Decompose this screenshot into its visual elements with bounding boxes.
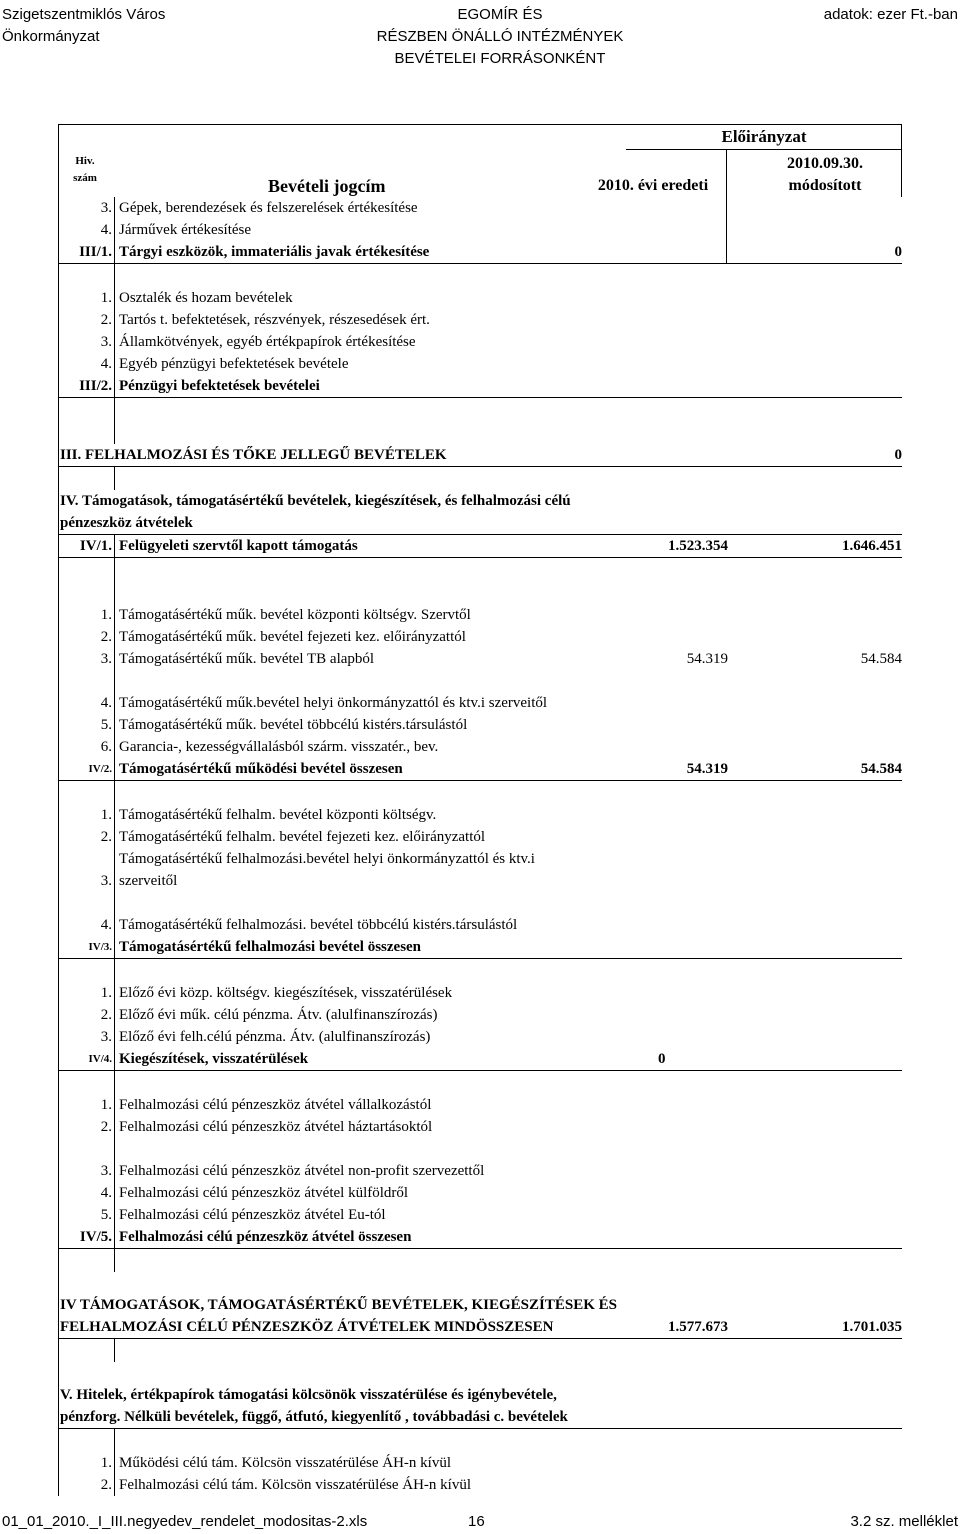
section-heading: V. Hitelek, értékpapírok támogatási kölcsönök visszatérülése és igénybevétele, pénzforg. Nélküli bevételek, függő, átfutó, kiegyenlítő , továbbadási c. bevételek [60,1387,568,1425]
gridline [114,714,115,736]
row-label: Tartós t. befektetések, részvények, részesedések ért. [119,312,430,328]
gridline [114,535,115,557]
row-number: 2. [100,829,112,845]
gridline [58,1182,59,1204]
row-number: 4. [100,1185,112,1201]
table-row [58,1071,902,1094]
gridline [114,804,115,826]
table-row [58,444,902,467]
gridline [58,309,59,331]
row-number: 1. [100,1097,112,1113]
table-row [58,892,902,936]
table-row [58,490,902,535]
row-number: 1. [100,807,112,823]
gridline [114,467,115,490]
hiv-header-line1: Hiv. [75,155,95,167]
gridline [114,604,115,626]
hiv-header-line2: szám [73,172,97,184]
gridline [114,1004,115,1026]
row-number: III/1. [79,244,112,260]
table-row [58,1116,902,1138]
table-row [58,287,902,309]
gridline [114,375,115,397]
gridline [58,1429,59,1452]
table-row [58,848,902,892]
row-label: Felhalmozási célú pénzeszköz átvétel háztartásoktól [119,1119,433,1135]
gridline [114,1094,115,1116]
section-heading: III. FELHALMOZÁSI ÉS TŐKE JELLEGŰ BEVÉTELEK [60,447,447,463]
table-row [58,736,902,758]
row-number: 3. [100,334,112,350]
table-body [58,197,902,1496]
table-row [58,1452,902,1474]
hiv-header [58,153,112,187]
table-row [58,1429,902,1452]
row-number: 1. [100,985,112,1001]
gridline [58,490,59,534]
table-row [58,241,902,264]
table-row [58,558,902,581]
gridline [114,1182,115,1204]
table-row [58,331,902,353]
row-label: Támogatásértékű felhalmozási. bevétel többcélú kistérs.társulástól [119,917,518,933]
row-number: 3. [100,651,112,667]
table-row [58,959,902,982]
original-column-header: 2010. évi eredeti [597,177,709,194]
gridline [114,421,115,444]
row-number: 3. [100,1029,112,1045]
row-label: Támogatásértékű működési bevétel összesen [119,761,403,777]
gridline [114,287,115,309]
gridline [58,1048,59,1070]
modified-value: 0 [894,447,902,463]
gridline [114,626,115,648]
table-row [58,1004,902,1026]
gridline [114,1474,115,1496]
row-label: Felhalmozási célú pénzeszköz átvétel non-profit szervezettől [119,1163,485,1179]
gridline [726,241,727,263]
gridline [114,1048,115,1070]
original-value: 54.319 [686,761,728,777]
table-row [58,264,902,287]
row-label: Tárgyi eszközök, immateriális javak értékesítése [119,244,430,260]
row-number: 1. [100,607,112,623]
row-number: 2. [100,312,112,328]
row-number: 3. [100,873,112,889]
gridline [114,309,115,331]
gridline [114,936,115,958]
gridline [58,421,59,444]
gridline [114,1204,115,1226]
gridline [114,264,115,287]
table-row [58,1204,902,1226]
gridline [114,1339,115,1362]
gridline [114,241,115,263]
row-number: 2. [100,629,112,645]
gridline [726,149,727,197]
gridline [58,1071,59,1094]
row-number: 5. [100,717,112,733]
row-label: Támogatásértékű felhalmozási bevétel összesen [119,939,422,955]
row-label: Felhalmozási célú pénzeszköz átvétel összesen [119,1229,412,1245]
row-label: Garancia-, kezességvállalásból szárm. visszatér., bev. [119,739,439,755]
gridline [58,219,59,241]
gridline [114,1071,115,1094]
row-label: Támogatásértékű műk.bevétel helyi önkormányzattól és ktv.i szerveitől [119,695,548,711]
row-label: Támogatásértékű műk. bevétel TB alapból [119,651,375,667]
row-label: Előző évi felh.célú pénzma. Átv. (alulfinanszírozás) [119,1029,431,1045]
table-row [58,804,902,826]
gridline [114,1429,115,1452]
row-label: Egyéb pénzügyi befektetések bevétele [119,356,349,372]
gridline [58,331,59,353]
modified-value: 1.701.035 [842,1319,902,1335]
row-number: IV/3. [88,941,112,953]
row-number: 2. [100,1007,112,1023]
gridline [58,714,59,736]
modified-header-line2: módosított [788,177,862,194]
table-row [58,936,902,959]
gridline [114,1026,115,1048]
header-left [2,4,165,48]
table-row [58,781,902,804]
table-row [58,1474,902,1496]
gridline [58,264,59,287]
gridline [58,287,59,309]
row-label: Felügyeleti szervtől kapott támogatás [119,538,358,554]
table-row [58,1339,902,1362]
footer-annex: 3.2 sz. melléklet [850,1513,958,1530]
table-row [58,1094,902,1116]
gridline [58,604,59,626]
gridline [58,1116,59,1138]
row-number: IV/4. [88,1053,112,1065]
table-row [58,626,902,648]
table-row [58,421,902,444]
row-label: Előző évi műk. célú pénzma. Átv. (alulfinanszírozás) [119,1007,438,1023]
gridline [58,1138,59,1182]
report-title-2: RÉSZBEN ÖNÁLLÓ INTÉZMÉNYEK [376,28,624,45]
table-row [58,714,902,736]
gridline [58,804,59,826]
gridline [114,1249,115,1272]
gridline [58,558,59,581]
table-row [58,581,902,604]
modified-value: 1.646.451 [842,538,902,554]
gridline [58,1226,59,1248]
gridline [58,1004,59,1026]
gridline [58,1249,59,1272]
original-value: 0 [658,1051,666,1067]
table-row [58,648,902,670]
gridline [58,398,59,421]
row-number: 4. [100,222,112,238]
header-center [338,4,662,70]
table-row [58,1362,902,1429]
gridline [58,626,59,648]
report-title-3: BEVÉTELEI FORRÁSONKÉNT [394,50,606,67]
row-label: Felhalmozási célú pénzeszköz átvétel Eu-tól [119,1207,386,1223]
gridline [114,197,115,219]
gridline [114,558,115,581]
forecast-group-header: Előirányzat [721,127,807,146]
row-number: 3. [100,200,112,216]
table-row [58,604,902,626]
row-number: 3. [100,1163,112,1179]
table-row [58,1048,902,1071]
gridline [114,826,115,848]
row-label: Felhalmozási célú pénzeszköz átvétel külföldről [119,1185,409,1201]
table-row [58,670,902,714]
municipality-name: Szigetszentmiklós Város [2,6,166,23]
row-number: 5. [100,1207,112,1223]
gridline [58,982,59,1004]
original-value: 54.319 [686,651,728,667]
table-row [58,1138,902,1182]
gridline [58,826,59,848]
row-number: 6. [100,739,112,755]
gridline [58,1339,59,1362]
gridline [114,353,115,375]
gridline [726,219,727,241]
report-title-1: EGOMÍR ÉS [457,6,543,23]
gridline [114,781,115,804]
gridline [58,936,59,958]
row-label: Támogatásértékű műk. bevétel többcélú kistérs.társulástól [119,717,468,733]
row-label: Pénzügyi befektetések bevételei [119,378,320,394]
table-row [58,398,902,421]
gridline [114,219,115,241]
row-label: Működési célú tám. Kölcsön visszatérülése ÁH-n kívül [119,1455,452,1471]
gridline [114,848,115,892]
section-heading: IV TÁMOGATÁSOK, TÁMOGATÁSÉRTÉKŰ BEVÉTELEK, KIEGÉSZÍTÉSEK ÉS FELHALMOZÁSI CÉLÚ PÉNZESZKÖZ ÁTVÉTELEK MINDÖSSZESEN [60,1297,617,1335]
gridline [114,648,115,670]
gridline [58,535,59,557]
gridline [58,1474,59,1496]
row-number: III/2. [79,378,112,394]
gridline [114,892,115,936]
header-right: adatok: ezer Ft.-ban [823,6,958,23]
row-number: IV/1. [79,538,112,554]
modified-column-header [748,153,902,197]
modified-value: 54.584 [860,651,902,667]
table-row [58,375,902,398]
original-value: 1.523.354 [668,538,728,554]
modified-value: 0 [894,244,902,260]
gridline [58,581,59,604]
gridline [114,758,115,780]
gridline [58,670,59,714]
gridline [114,670,115,714]
row-label: Támogatásértékű műk. bevétel fejezeti kez. előirányzattól [119,629,466,645]
row-label: Kiegészítések, visszatérülések [119,1051,309,1067]
gridline [58,892,59,936]
row-number: IV/2. [88,763,112,775]
table-row [58,758,902,781]
gridline [114,1452,115,1474]
row-label: Előző évi közp. költségv. kiegészítések, visszatérülések [119,985,453,1001]
gridline [58,1026,59,1048]
municipality-type: Önkormányzat [2,28,100,45]
gridline [58,1272,59,1338]
table-row [58,309,902,331]
row-number: 1. [100,290,112,306]
revenue-table [58,124,902,1496]
row-number: 2. [100,1119,112,1135]
table-row [58,1182,902,1204]
row-label: Járművek értékesítése [119,222,252,238]
row-label: Osztalék és hozam bevételek [119,290,293,306]
gridline [58,758,59,780]
gridline [58,353,59,375]
group-underline [626,149,902,150]
gridline [726,197,727,219]
table-row [58,1226,902,1249]
gridline [58,197,59,219]
row-label: Gépek, berendezések és felszerelések értékesítése [119,200,418,216]
table-row [58,1026,902,1048]
row-label: Felhalmozási célú pénzeszköz átvétel vállalkozástól [119,1097,432,1113]
row-number: 2. [100,1477,112,1493]
gridline [58,1204,59,1226]
row-label: Támogatásértékű felhalmozási.bevétel helyi önkormányzattól és ktv.i szerveitől [119,851,535,889]
gridline [58,781,59,804]
gridline [58,241,59,263]
row-number: 4. [100,917,112,933]
gridline [114,331,115,353]
section-heading: IV. Támogatások, támogatásértékű bevételek, kiegészítések, és felhalmozási célú pénzeszköz átvételek [60,493,571,531]
gridline [114,581,115,604]
gridline [114,1116,115,1138]
row-label: Támogatásértékű műk. bevétel központi költségv. Szervtől [119,607,471,623]
row-label: Felhalmozási célú tám. Kölcsön visszatérülése ÁH-n kívül [119,1477,471,1493]
table-row [58,1249,902,1272]
row-number: 4. [100,695,112,711]
gridline [58,444,59,466]
gridline [114,982,115,1004]
title-column-header: Bevételi jogcím [268,176,386,196]
table-header [58,124,902,197]
footer-page-number: 16 [468,1513,485,1530]
table-row [58,219,902,241]
row-number: IV/5. [79,1229,112,1245]
table-row [58,826,902,848]
table-row [58,535,902,558]
gridline [58,467,59,490]
table-row [58,982,902,1004]
footer-filename: 01_01_2010._I_III.negyedev_rendelet_modositas-2.xls [2,1513,368,1530]
gridline [58,848,59,892]
gridline [58,648,59,670]
row-label: Államkötvények, egyéb értékpapírok értékesítése [119,334,416,350]
row-label: Támogatásértékű felhalm. bevétel központi költségv. [119,807,437,823]
row-number: 1. [100,1455,112,1471]
gridline [58,1452,59,1474]
modified-header-line1: 2010.09.30. [787,155,863,172]
gridline [901,125,902,197]
row-number: 4. [100,356,112,372]
gridline [114,959,115,982]
modified-value: 54.584 [860,761,902,777]
gridline [114,398,115,421]
gridline [58,375,59,397]
gridline [58,125,59,197]
gridline [114,1138,115,1182]
gridline [58,736,59,758]
original-value: 1.577.673 [668,1319,728,1335]
table-row [58,467,902,490]
table-row [58,197,902,219]
gridline [58,959,59,982]
table-row [58,353,902,375]
gridline [58,1094,59,1116]
gridline [114,1226,115,1248]
gridline [114,736,115,758]
gridline [58,1362,59,1428]
table-row [58,1272,902,1339]
row-label: Támogatásértékű felhalm. bevétel fejezeti kez. előirányzattól [119,829,486,845]
